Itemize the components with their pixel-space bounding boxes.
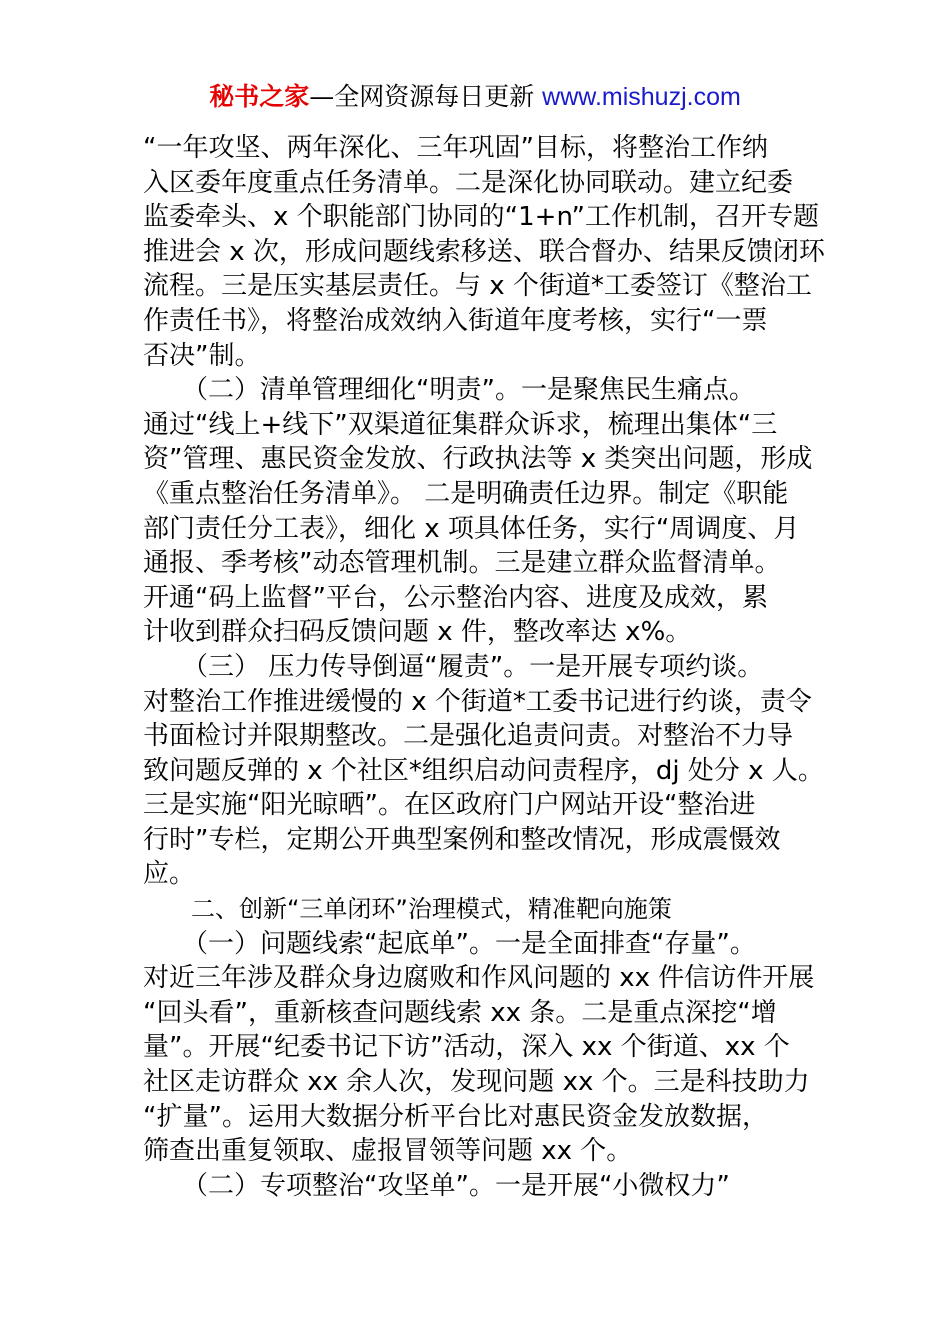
text-line: 对近三年涉及群众身边腐败和作风问题的 xx 件信访件开展 [143,963,815,994]
text-line: 筛查出重复领取、虚报冒领等问题 xx 个。 [143,1136,633,1167]
text-line: 流程。三是压实基层责任。与 x 个街道*工委签订《整治工 [143,271,812,302]
text-line: 否决”制。 [143,340,261,371]
text-line: 部门责任分工表》，细化 x 项具体任务，实行“周调度、月 [143,513,800,544]
text-line: 计收到群众扫码反馈问题 x 件，整改率达 x%。 [143,617,692,648]
text-line: “一年攻坚、两年深化、三年巩固”目标，将整治工作纳 [143,133,768,163]
text-line: 通报、季考核”动态管理机制。三是建立群众监督清单。 [143,548,781,579]
text-line: 《重点整治任务清单》。 二是明确责任边界。制定《职能 [143,478,789,509]
text-line: 资”管理、惠民资金发放、行政执法等 x 类突出问题，形成 [143,444,813,475]
text-line: （二）清单管理细化“明责”。一是聚焦民生痛点。 [143,375,755,406]
text-line: 行时”专栏，定期公开典型案例和整改情况，形成震慑效 [143,824,781,855]
site-tagline: —全网资源每日更新 [309,82,543,111]
text-line: “扩量”。运用大数据分析平台比对惠民资金发放数据， [143,1101,768,1132]
text-line: （三） 压力传导倒逼“履责”。一是开展专项约谈。 [143,651,764,682]
text-line: 推进会 x 次，形成问题线索移送、联合督办、结果反馈闭环 [143,236,825,267]
text-line: （一）问题线索“起底单”。一是全面排查“存量”。 [143,928,756,959]
text-line: “回头看”，重新核查问题线索 xx 条。二是重点深挖“增 [143,997,777,1028]
text-line: 量”。开展“纪委书记下访”活动，深入 xx 个街道、xx 个 [143,1032,790,1063]
text-line: 致问题反弹的 x 个社区*组织启动问责程序，dj 处分 x 人。 [143,755,824,786]
text-line: 应。 [143,859,196,890]
text-line: 通过“线上+线下”双渠道征集群众诉求，梳理出集体“三 [143,409,778,440]
text-line: 对整治工作推进缓慢的 x 个街道*工委书记进行约谈，责令 [143,686,812,717]
text-line: 监委牵头、x 个职能部门协同的“1+n”工作机制，召开专题 [143,202,819,233]
text-line: 入区委年度重点任务清单。二是深化协同联动。建立纪委 [143,167,794,198]
text-line: 开通“码上监督”平台，公示整治内容、进度及成效，累 [143,582,768,613]
text-line: 三是实施“阳光晾晒”。在区政府门户网站开设“整治进 [143,790,756,821]
text-line: 书面检讨并限期整改。二是强化追责问责。对整治不力导 [143,721,794,752]
document-body [143,131,823,1203]
site-header [0,80,950,114]
site-url-link[interactable]: www.mishuzj.com [542,83,741,111]
section-heading: 二、创新“三单闭环”治理模式，精准靶向施策 [143,895,672,924]
site-brand: 秘书之家 [209,82,310,111]
text-line: 作责任书》，将整治成效纳入街道年度考核，实行“一票 [143,305,768,336]
text-line: 社区走访群众 xx 余人次，发现问题 xx 个。三是科技助力 [143,1067,810,1098]
text-line: （二）专项整治“攻坚单”。一是开展“小微权力” [143,1170,730,1201]
